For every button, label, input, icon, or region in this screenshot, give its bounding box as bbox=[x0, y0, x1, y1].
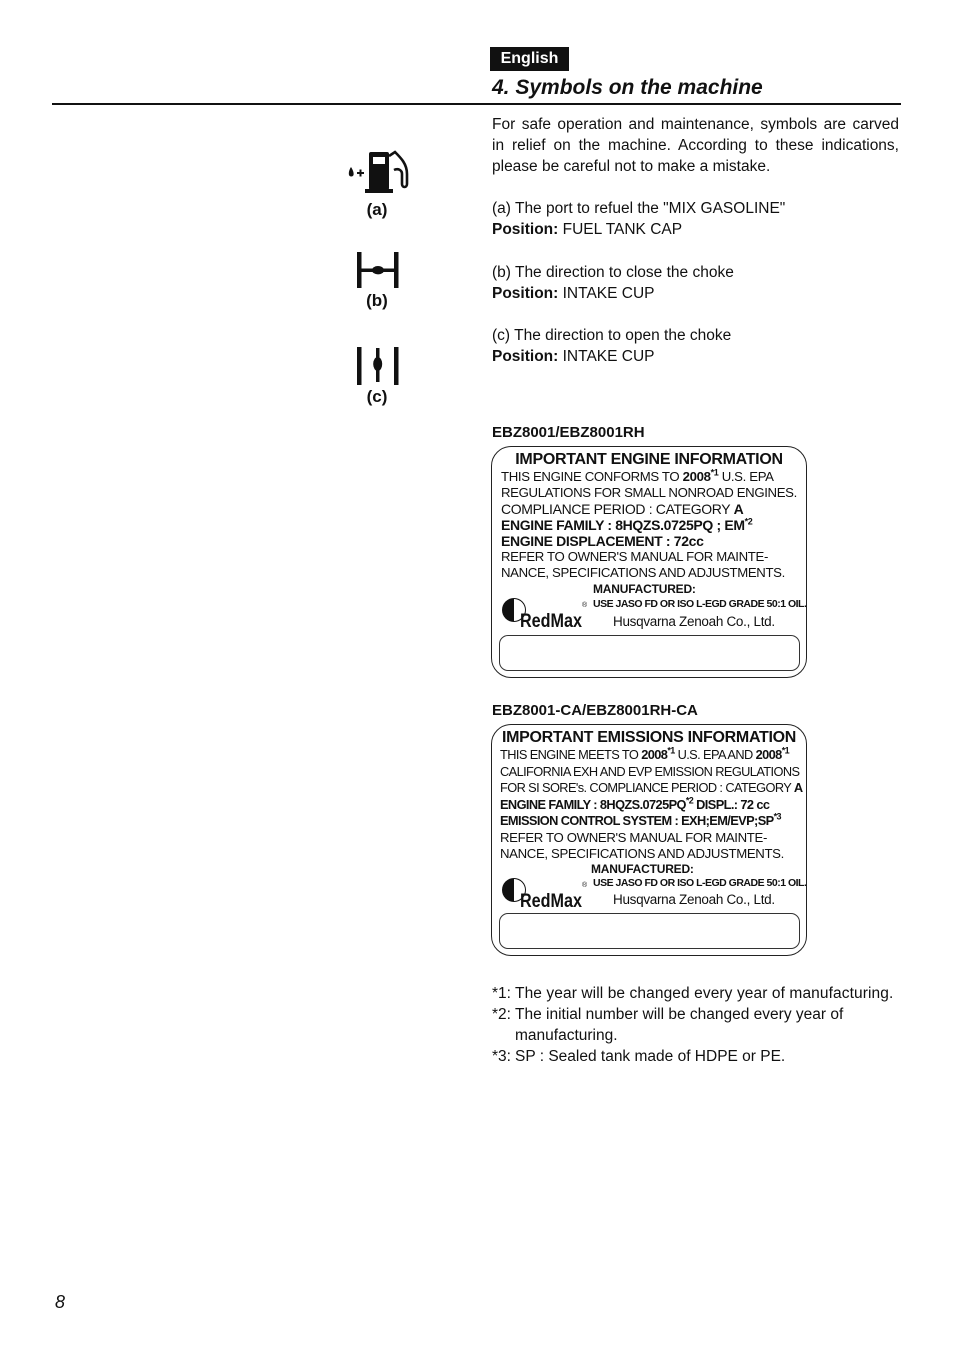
redmax-logo bbox=[501, 877, 587, 909]
page-number: 8 bbox=[55, 1292, 66, 1312]
label2-model: EBZ8001-CA/EBZ8001RH-CA bbox=[492, 702, 698, 719]
label1-manufacturer-block: RedMax ® MANUFACTURED: USE JASO FD OR ISO L-EGD GRADE 50:1 OIL. Husqvarna Zenoah Co., Ltd. bbox=[492, 581, 806, 639]
svg-text:RedMax: RedMax bbox=[520, 611, 583, 629]
symbol-b-caption: (b) bbox=[366, 291, 388, 310]
label1-blank-field bbox=[499, 635, 800, 671]
label1-title: IMPORTANT ENGINE INFORMATION bbox=[515, 451, 783, 468]
symbol-c-description: (c) The direction to open the choke Position: INTAKE CUP bbox=[492, 327, 732, 365]
label2-blank-field bbox=[499, 913, 800, 949]
svg-text:®: ® bbox=[582, 881, 587, 889]
redmax-logo bbox=[501, 597, 587, 629]
symbol-c-caption: (c) bbox=[366, 387, 388, 406]
choke-close-icon bbox=[355, 250, 401, 290]
footnotes bbox=[492, 983, 900, 1067]
emissions-info-label bbox=[491, 724, 807, 956]
footnote-1: *1: The year will be changed every year of manufacturing. bbox=[492, 985, 894, 1002]
label2-text: THIS ENGINE MEETS TO 2008$^{*1}$ U.S. EPA AND 2008$^{*1}$ CALIFORNIA EXH AND EVP EMISSION REGULATIONS FOR SI SORE's. COMPLIANCE PERIOD : CATEGORY A ENGINE FAMILY : 8HQZS.0725PQ$^{*2}$ DISPL.: 72 cc EMISSION CONTROL SYSTEM : EXH;EM/EVP;SP$^{*3}$ REFER TO OWNER'S MANUAL FOR MAINTE- NANCE, SPECIFICATIONS AND ADJUSTMENTS. bbox=[500, 745, 803, 861]
fuel-pump-icon bbox=[345, 148, 411, 194]
section-title: 4. Symbols on the machine bbox=[492, 76, 763, 99]
symbol-a-caption: (a) bbox=[366, 200, 388, 219]
language-badge: English bbox=[490, 47, 569, 71]
header-rule bbox=[52, 103, 901, 105]
svg-text:RedMax: RedMax bbox=[520, 890, 583, 909]
label1-text: THIS ENGINE CONFORMS TO 2008$^{*1}$ U.S. EPA REGULATIONS FOR SMALL NONROAD ENGINES. COMPLIANCE PERIOD : CATEGORY A ENGINE FAMILY : 8HQZS.0725PQ ; EM$^{*2}$ ENGINE DISPLACEMENT : 72cc REFER TO OWNER'S MANUAL FOR MAINTE- NANCE, SPECIFICATIONS AND ADJUSTMENTS. bbox=[501, 467, 797, 580]
label2-manufacturer-block: RedMax ® MANUFACTURED: USE JASO FD OR ISO L-EGD GRADE 50:1 OIL. Husqvarna Zenoah Co., Ltd. bbox=[492, 863, 806, 915]
footnote-3: *3: SP : Sealed tank made of HDPE or PE. bbox=[492, 1048, 786, 1065]
choke-open-icon bbox=[355, 345, 401, 387]
svg-text:®: ® bbox=[582, 602, 587, 609]
symbol-b-description: (b) The direction to close the choke Position: INTAKE CUP bbox=[492, 264, 734, 302]
symbol-a-description: (a) The port to refuel the "MIX GASOLINE" Position: FUEL TANK CAP bbox=[492, 200, 786, 238]
footnote-2: *2: The initial number will be changed every year of manufacturing. bbox=[492, 1006, 844, 1044]
label1-model: EBZ8001/EBZ8001RH bbox=[492, 424, 645, 441]
engine-info-label bbox=[491, 446, 807, 678]
intro-paragraph: For safe operation and maintenance, symbols are carved in relief on the machine. According to these indications, please be careful not to make a mistake. bbox=[492, 116, 899, 175]
label2-title: IMPORTANT EMISSIONS INFORMATION bbox=[501, 729, 797, 746]
